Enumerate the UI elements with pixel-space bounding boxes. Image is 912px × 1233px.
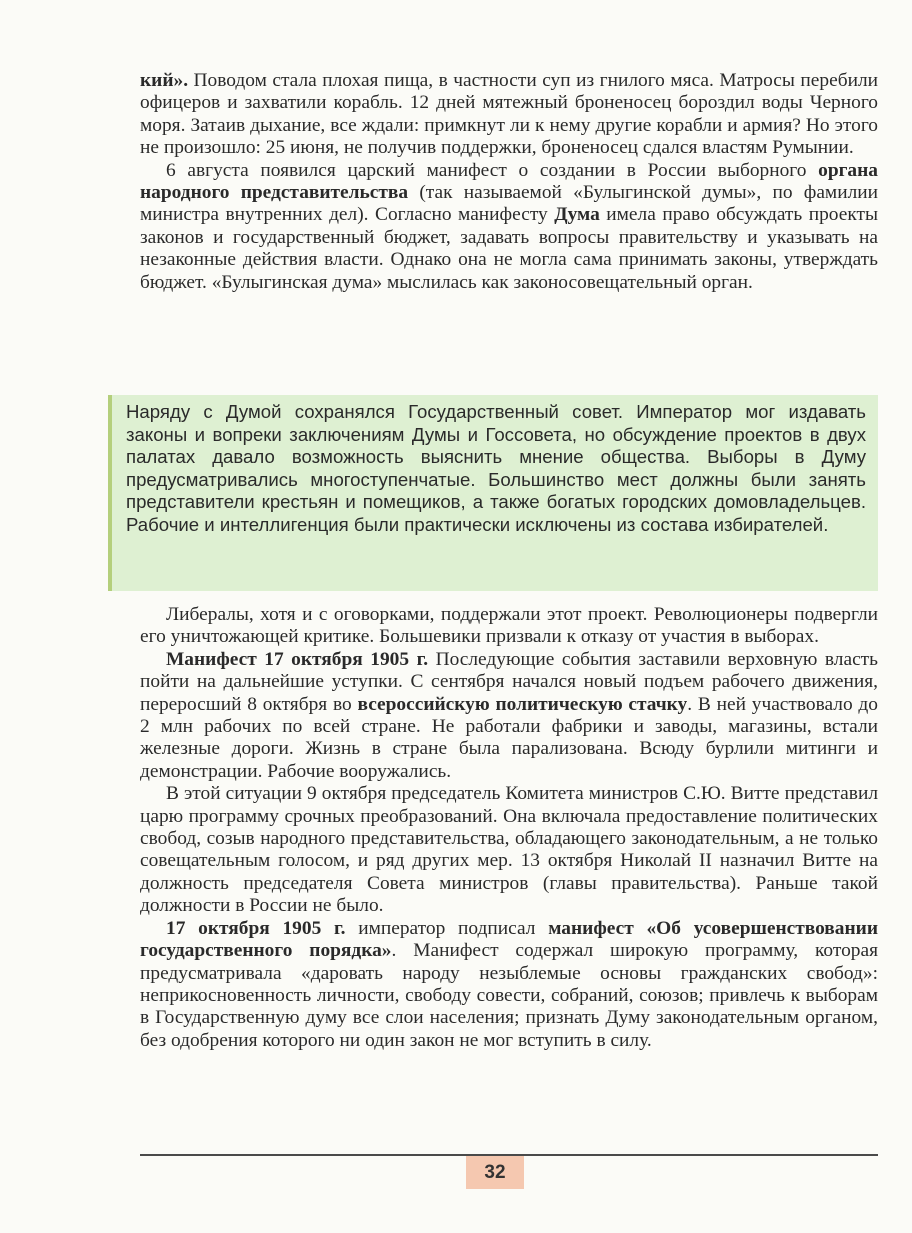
page-number: 32 <box>466 1156 524 1189</box>
paragraph-text: имела право обсуждать проекты законов и государственный бюджет, задавать вопросы правительству и указывать на незаконные действия власти. Однако она не могла сама принимать законы, утверждать бюджет. «Булыгинская дума» мыслилась как законосовещательный орган. <box>140 204 879 293</box>
paragraph-text: Поводом стала плохая пища, в частности суп из гнилого мяса. Матросы перебили офицеров и захватили корабль. 12 дней мятежный броненосец бороздил воды Черного моря. Затаив дыхание, все ждали: примкнут ли к нему другие корабли и армия? Но этого не произошло: 25 июня, не получив поддержки, броненосец сдался властям Румынии. <box>140 70 878 159</box>
paragraph-text: 6 августа появился царский манифест о создании в России выборного <box>166 159 819 181</box>
paragraph: В этой ситуации 9 октября председатель Комитета министров С.Ю. Витте представил царю программу срочных преобразований. Она включала предоставление политических свобод, созыв народного представительства, обладающего законодательным, а не только совещательным голосом, и ряд других мер. 13 октября Николай II назначил Витте на должность председателя Совета министров (главы правительства). Раньше такой должности в России не было. <box>140 783 878 917</box>
highlight-box <box>108 395 878 591</box>
paragraph-text: (так называемой «Булыгинской думы», по фамилии министра внутренних дел). Согласно манифесту <box>140 182 879 226</box>
bold-term: Дума <box>554 204 600 226</box>
paragraph-text: Последующие события заставили верховную власть пойти на дальнейшие уступки. С сентября начался новый подъем рабочего движения, переросший 8 октября во <box>140 648 879 715</box>
bold-term: кий». <box>140 70 189 91</box>
paragraph <box>140 918 878 1052</box>
bold-term: органа народного представительства <box>140 159 878 204</box>
bold-term: 17 октября 1905 г. <box>166 917 346 939</box>
bold-term: манифест «Об усовершенствовании государственного порядка» <box>140 917 878 962</box>
paragraph <box>140 649 878 783</box>
text-block-top <box>140 70 878 294</box>
paragraph <box>140 160 878 294</box>
paragraph-text: император подписал <box>345 917 549 939</box>
paragraph: Либералы, хотя и с оговорками, поддержали этот проект. Революционеры подвергли его уничтожающей критике. Большевики призвали к отказу от участия в выборах. <box>140 604 878 648</box>
highlight-box-text: Наряду с Думой сохранялся Государственный совет. Император мог издавать законы и вопреки заключениям Думы и Госсовета, но обсуждение проектов в двух палатах давало возможность выяснить мнение общества. Выборы в Думу предусматривались многоступенчатые. Большинство мест должны были занять представители крестьян и помещиков, а также богатых городских домовладельцев. Рабочие и интеллигенция были практически исключены из состава избирателей. <box>126 401 866 535</box>
text-block-bottom <box>140 604 878 1052</box>
paragraph-text: . Манифест содержал широкую программу, которая предусматривала «даровать народу незыблемые основы гражданских свобод»: неприкосновенность личности, свободу совести, собраний, союзов; привлечь к выборам в Государственную думу все слои населения; признать Думу законодательным органом, без одобрения которого ни один закон не мог вступить в силу. <box>140 940 879 1051</box>
paragraph-text: . В ней участвовало до 2 млн рабочих по всей стране. Не работали фабрики и заводы, магазины, встали железные дороги. Жизнь в стране была парализована. Всюду бурлили митинги и демонстрации. Рабочие вооружались. <box>140 693 878 782</box>
paragraph <box>140 70 878 160</box>
bold-term: всероссийскую политическую стачку <box>357 693 688 715</box>
section-heading: Манифест 17 октября 1905 г. <box>166 648 429 670</box>
